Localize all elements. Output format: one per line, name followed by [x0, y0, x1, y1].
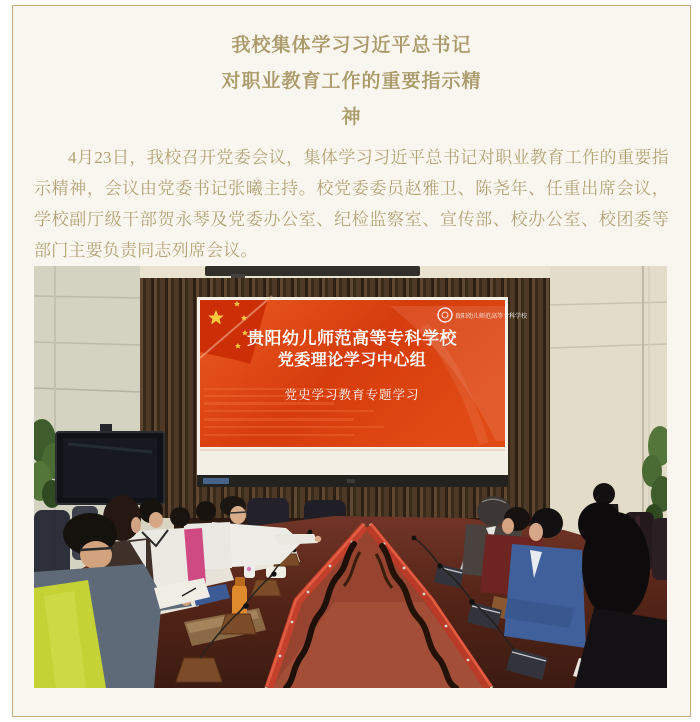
meeting-photo[interactable] [34, 266, 667, 688]
school-logo-text: 贵阳幼儿师范高等专科学校 [455, 314, 528, 320]
slide-subtitle: 党史学习教育专题学习 [284, 388, 420, 402]
led-screen [197, 296, 528, 487]
article-body-paragraph: 4月23日，我校召开党委会议，集体学习习近平总书记对职业教育工作的重要指示精神，会议由党委书记张曦主持。校党委委员赵雅卫、陈尧年、任重出席会议，学校副厅级干部贺永琴及党委办公室、纪检监察室、宣传部、校办公室、校团委等部门主要负责同志列席会议。 [34, 148, 669, 260]
slide-title-line2: 党委理论学习中心组 [277, 352, 427, 369]
article-title-line-1: 我校集体学习习近平总书记 [231, 35, 472, 56]
article-panel [12, 5, 691, 717]
article-title-line-2: 对职业教育工作的重要指示精 [221, 71, 482, 92]
article-title [34, 28, 669, 136]
tv-monitor [56, 424, 164, 504]
article-title-line-3: 神 [341, 107, 362, 128]
slide-title-line1: 贵阳幼儿师范高等专科学校 [247, 329, 457, 348]
